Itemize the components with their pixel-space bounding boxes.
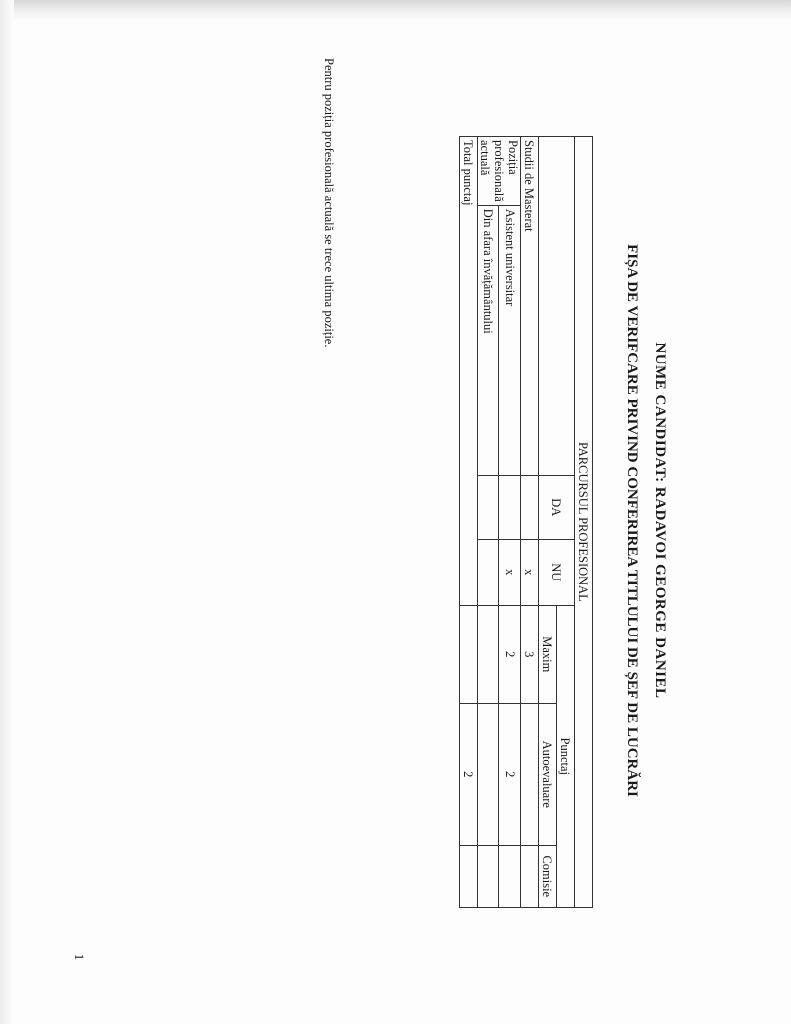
table-header-row-2 <box>557 137 575 908</box>
scan-shadow-left <box>0 0 14 1024</box>
row-label-pozitia: Poziția profesională actuală <box>478 137 521 206</box>
rotated-page-content <box>308 58 668 983</box>
table-row <box>521 137 539 908</box>
cell-da <box>499 475 521 539</box>
table-header-row-1 <box>575 137 593 908</box>
cell-total-comisie <box>460 845 478 907</box>
row-label-afara: Din afara învățământului <box>478 205 500 475</box>
col-header-autoevaluare: Autoevaluare <box>539 703 557 845</box>
cell-autoevaluare <box>521 703 539 845</box>
table-row-total <box>460 137 478 908</box>
cell-autoevaluare: 2 <box>499 703 521 845</box>
table-row <box>478 137 500 908</box>
cell-nu: x <box>521 539 539 605</box>
col-header-da: DA <box>539 475 575 539</box>
footnote: Pentru poziția profesională actuală se trece ultima poziție. <box>322 58 336 348</box>
row-label-studii: Studii de Masterat <box>521 137 539 476</box>
col-header-punctaj: Punctaj <box>557 605 575 907</box>
col-header-nu: NU <box>539 539 575 605</box>
cell-autoevaluare <box>478 703 500 845</box>
evaluation-table-wrapper <box>459 136 593 908</box>
cell-maxim: 2 <box>499 605 521 703</box>
col-header-comisie: Comisie <box>539 845 557 907</box>
row-label-total: Total punctaj <box>460 137 478 606</box>
cell-comisie <box>521 845 539 907</box>
candidate-name: NUME CANDIDAT: RADAVOI GEORGE DANIEL <box>652 342 668 699</box>
page-number: 1 <box>72 953 87 961</box>
cell-comisie <box>499 845 521 907</box>
cell-total-maxim <box>460 605 478 703</box>
document-title: FIȘA DE VERIFCARE PRIVIND CONFERIREA TITLULUI DE ȘEF DE LUCRĂRI <box>624 244 640 797</box>
cell-da <box>521 475 539 539</box>
header-blank-cell <box>539 137 575 476</box>
evaluation-table <box>459 136 593 908</box>
cell-total-autoevaluare: 2 <box>460 703 478 845</box>
scan-shadow-top <box>0 0 791 22</box>
cell-comisie <box>478 845 500 907</box>
section-title: PARCURSUL PROFESIONAL <box>575 137 593 908</box>
cell-maxim <box>478 605 500 703</box>
cell-maxim: 3 <box>521 605 539 703</box>
row-label-asistent: Asistent universitar <box>499 205 521 475</box>
cell-nu: x <box>499 539 521 605</box>
table-row <box>499 137 521 908</box>
cell-da <box>478 475 500 539</box>
col-header-maxim: Maxim <box>539 605 557 703</box>
cell-nu <box>478 539 500 605</box>
